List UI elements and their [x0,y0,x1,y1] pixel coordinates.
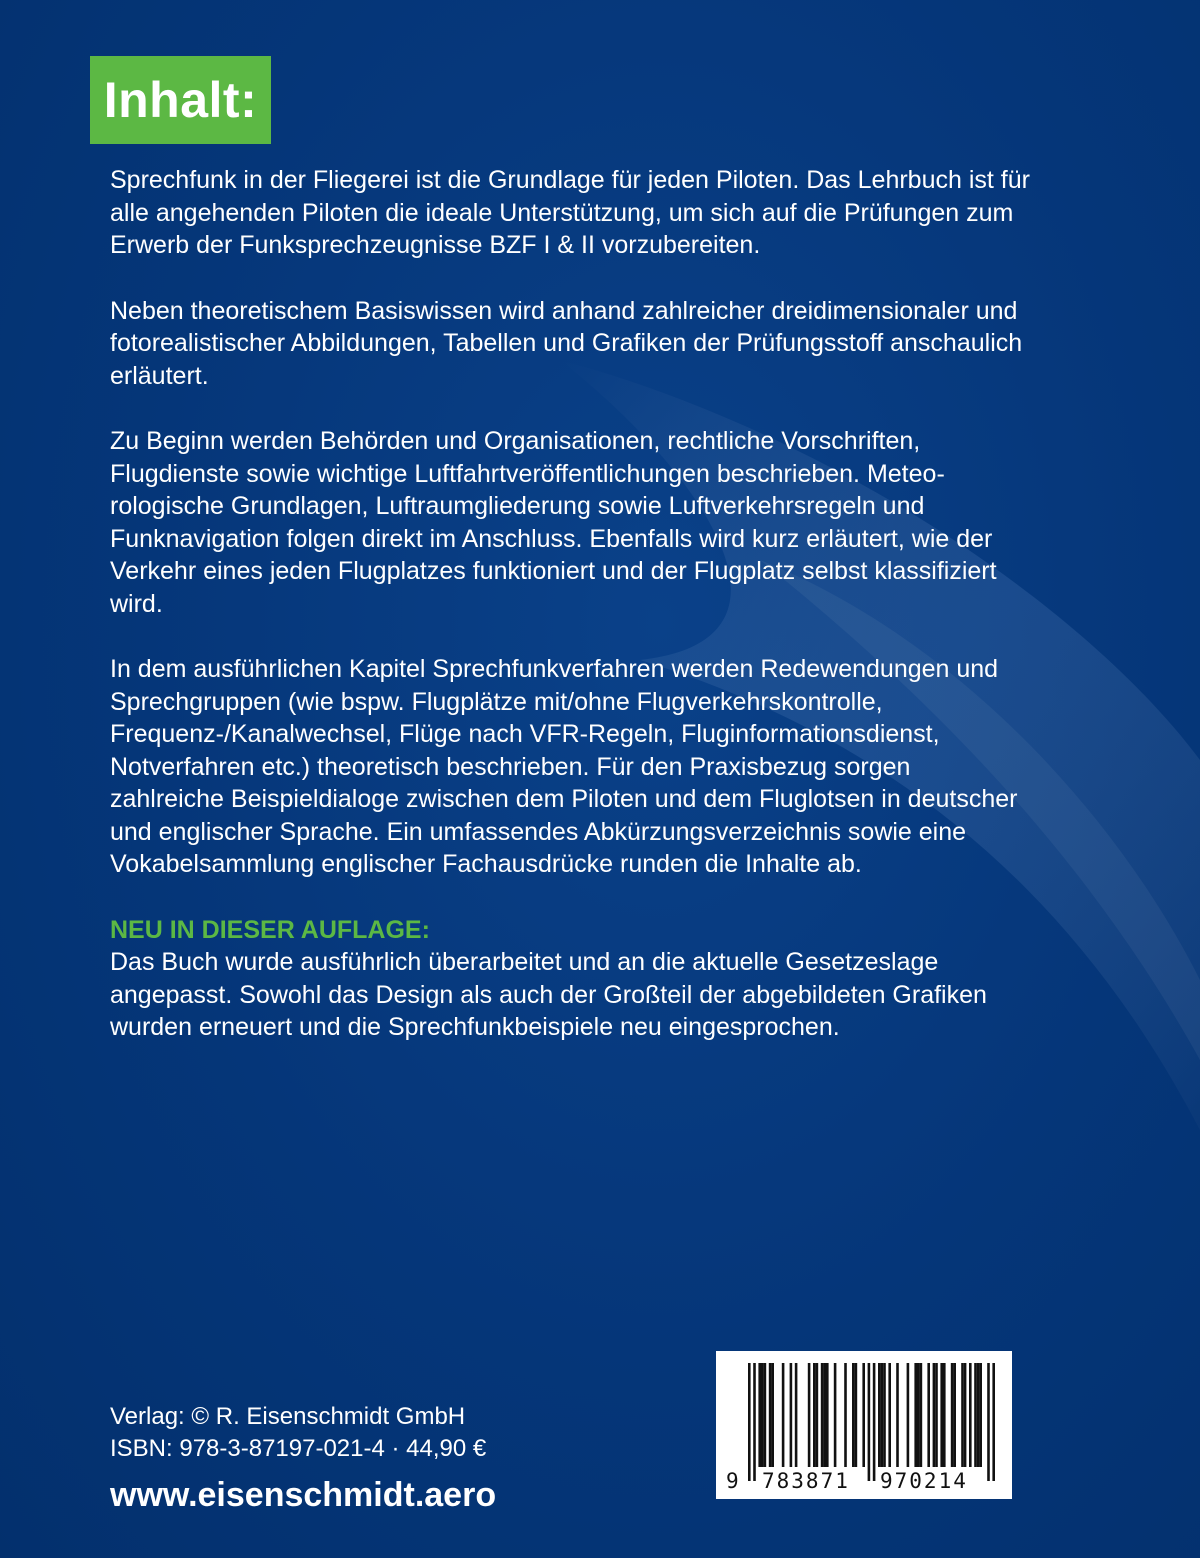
barcode-bar [813,1363,816,1467]
barcode-bar [795,1363,798,1467]
barcode-bar [914,1363,917,1467]
publisher-line: Verlag: © R. Eisenschmidt GmbH [110,1403,466,1430]
new-edition-heading: NEU IN DIESER AUFLAGE: [110,915,430,944]
paragraph-procedures: In dem ausführlichen Kapitel Sprechfunkverfahren werden Redewendungen und Sprechgruppen (wie bspw. Flugplätze mit/ohne Flugverkehrskontrolle, Frequenz-/Kanalwechsel, Flüge nach VFR-Regeln, Fluginformationsdienst, Notverfahren etc.) theoretisch beschrieben. Für den Praxisbezug sorgen zahlreiche Beispieldialoge zwischen dem Piloten und dem Fluglotsen in deutscher und englischer Sprache. Ein umfassendes Abkürzungsverzeichnis sowie eine Vokabelsammlung englischer Fachausdrücke runden die Inhalte ab. [110,655,1018,878]
barcode-bar [771,1363,774,1467]
barcode-bar [816,1363,819,1467]
barcode-guard-bar [987,1363,990,1481]
new-edition-text: Das Buch wurde ausführlich überarbeitet und an die aktuelle Gesetzeslage angepasst. Sowohl das Design als auch der Großteil der abgebildeten Grafiken wurden erneuert und die Sprechfunkbeispiele neu eingesprochen. [110,948,987,1041]
barcode-bar [896,1363,899,1467]
barcode-guard-bar [992,1363,995,1481]
barcode-first-digit: 9 [726,1469,741,1493]
isbn-barcode [716,1351,1012,1499]
barcode-bar [761,1363,764,1467]
website-link[interactable]: www.eisenschmidt.aero [110,1476,497,1514]
page-title: Inhalt: [103,72,258,128]
barcode-bar [977,1363,980,1467]
barcode-bar [888,1363,891,1467]
barcode-bar [940,1363,943,1467]
barcode-bar [782,1363,785,1467]
barcode-bar [844,1363,847,1467]
barcode-bar [927,1363,930,1467]
barcode-bar [878,1363,881,1467]
barcode-bar [758,1363,761,1467]
barcode-guard-bar [748,1363,751,1481]
barcode-bar [907,1363,910,1467]
barcode-bar [790,1363,793,1467]
barcode-bar [852,1363,855,1467]
paragraph-basics: Neben theoretischem Basiswissen wird anhand zahlreicher dreidimensionaler und fotorealistischer Abbildungen, Tabellen und Grafiken der Prüfungsstoff anschaulich erläutert. [110,296,1023,390]
barcode-bar [764,1363,767,1467]
barcode-bar [933,1363,936,1467]
barcode-bar [808,1363,811,1467]
barcode-bar [823,1363,826,1467]
barcode-right-digits: 970214 [880,1469,968,1493]
barcode-bar [826,1363,829,1467]
barcode-bar [951,1363,954,1467]
barcode-bar [862,1363,865,1467]
paragraph-intro: Sprechfunk in der Fliegerei ist die Grundlage für jeden Piloten. Das Lehrbuch ist für alle angehenden Piloten die ideale Unterstützung, um sich auf die Prüfungen zum Erwerb der Funksprechzeugnisse BZF I & II vorzubereiten. [110,166,1030,259]
barcode-bar [920,1363,923,1467]
content-description [110,164,1030,1077]
barcode-bar [943,1363,946,1467]
barcode-bar [881,1363,884,1467]
barcode-bar [969,1363,972,1467]
barcode-bar [964,1363,967,1467]
barcode-bar [883,1363,886,1467]
barcode-bar [821,1363,824,1467]
publisher-info [110,1401,670,1517]
barcode-bar [769,1363,772,1467]
barcode-guard-bar [753,1363,756,1481]
barcode-bar [961,1363,964,1467]
title-label-box [90,56,271,144]
barcode-bar [855,1363,858,1467]
paragraph-topics: Zu Beginn werden Behörden und Organisationen, rechtliche Vorschriften, Flugdienste sowie wichtige Luftfahrtveröffentlichungen beschrieben. Meteorologische Grundlagen, Luftraumgliederung sowie Luftverkehrsregeln und Funknavigation folgen direkt im Anschluss. Ebenfalls wird kurz erläutert, wie der Verkehr eines jeden Flugplatzes funktioniert und der Flugplatz selbst klassifiziert wird. [110,427,997,618]
barcode-left-digits: 783871 [762,1469,850,1493]
barcode-guard-bar [868,1363,871,1481]
barcode-bar [974,1363,977,1467]
barcode-bar [953,1363,956,1467]
isbn-price-line: ISBN: 978-3-87197-021-4 · 44,90 € [110,1435,487,1462]
barcode-bar [834,1363,837,1467]
barcode-bar [935,1363,938,1467]
barcode-bar [979,1363,982,1467]
barcode-bar [917,1363,920,1467]
barcode-guard-bar [873,1363,876,1481]
